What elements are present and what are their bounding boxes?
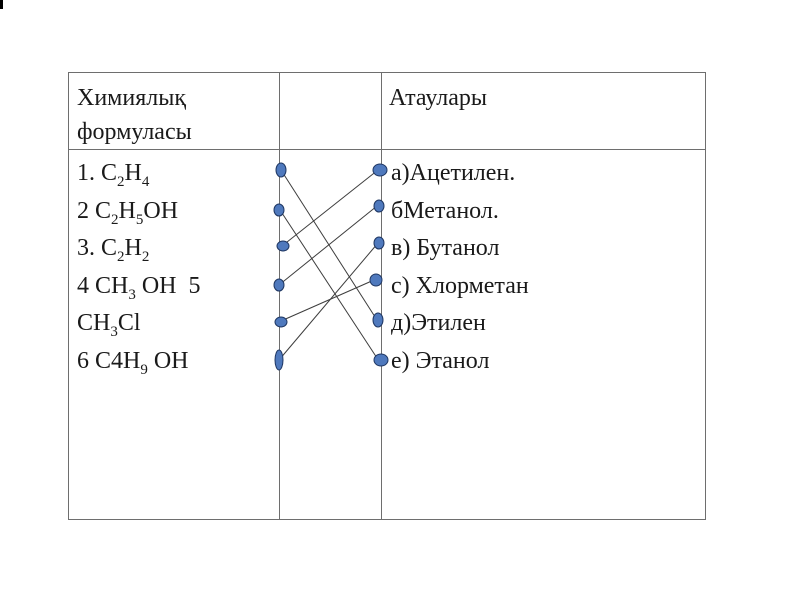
right-dot-e[interactable] [374, 354, 388, 366]
right-dot-d[interactable] [373, 313, 383, 327]
left-dot-4[interactable] [274, 279, 284, 291]
name-item-e: е) Этанол [391, 347, 490, 374]
right-dot-s[interactable] [370, 274, 382, 286]
left-dot-2[interactable] [274, 204, 284, 216]
left-dot-1[interactable] [276, 163, 286, 177]
right-dot-a[interactable] [373, 164, 387, 176]
name-item-b: бМетанол. [391, 197, 499, 224]
formula-item-4: 4 $CH_3$ OH 5 [77, 272, 201, 303]
formula-item-3: 3. $C_2H_2$ [77, 235, 150, 265]
formula-item-5: $CH_3Cl$ [77, 310, 141, 340]
right-dot-b[interactable] [374, 200, 384, 212]
right-dot-v[interactable] [374, 237, 384, 249]
connector-5-s [281, 280, 374, 321]
left-dot-5[interactable] [275, 317, 287, 327]
connector-4-b [279, 206, 377, 285]
name-item-v: в) Бутанол [391, 235, 500, 261]
name-item-a: а)Ацетилен. [391, 160, 516, 186]
formula-item-2: 2 $C_2H_5OH$ [77, 197, 179, 228]
header-formulas: Химиялық формуласы [77, 85, 192, 145]
formula-item-6: 6 $C4H_9$ OH [77, 347, 189, 378]
header-names: Атаулары [389, 85, 488, 111]
connector-6-v [279, 243, 378, 360]
left-dot-6[interactable] [275, 350, 283, 370]
name-item-d: д)Этилен [391, 310, 486, 336]
left-dot-3[interactable] [277, 241, 289, 251]
connector-3-a [282, 170, 378, 246]
name-item-s: с) Хлорметан [391, 272, 529, 299]
connector-2-e [280, 210, 377, 358]
formula-item-1: 1. $C_2H_4$ [77, 160, 150, 190]
